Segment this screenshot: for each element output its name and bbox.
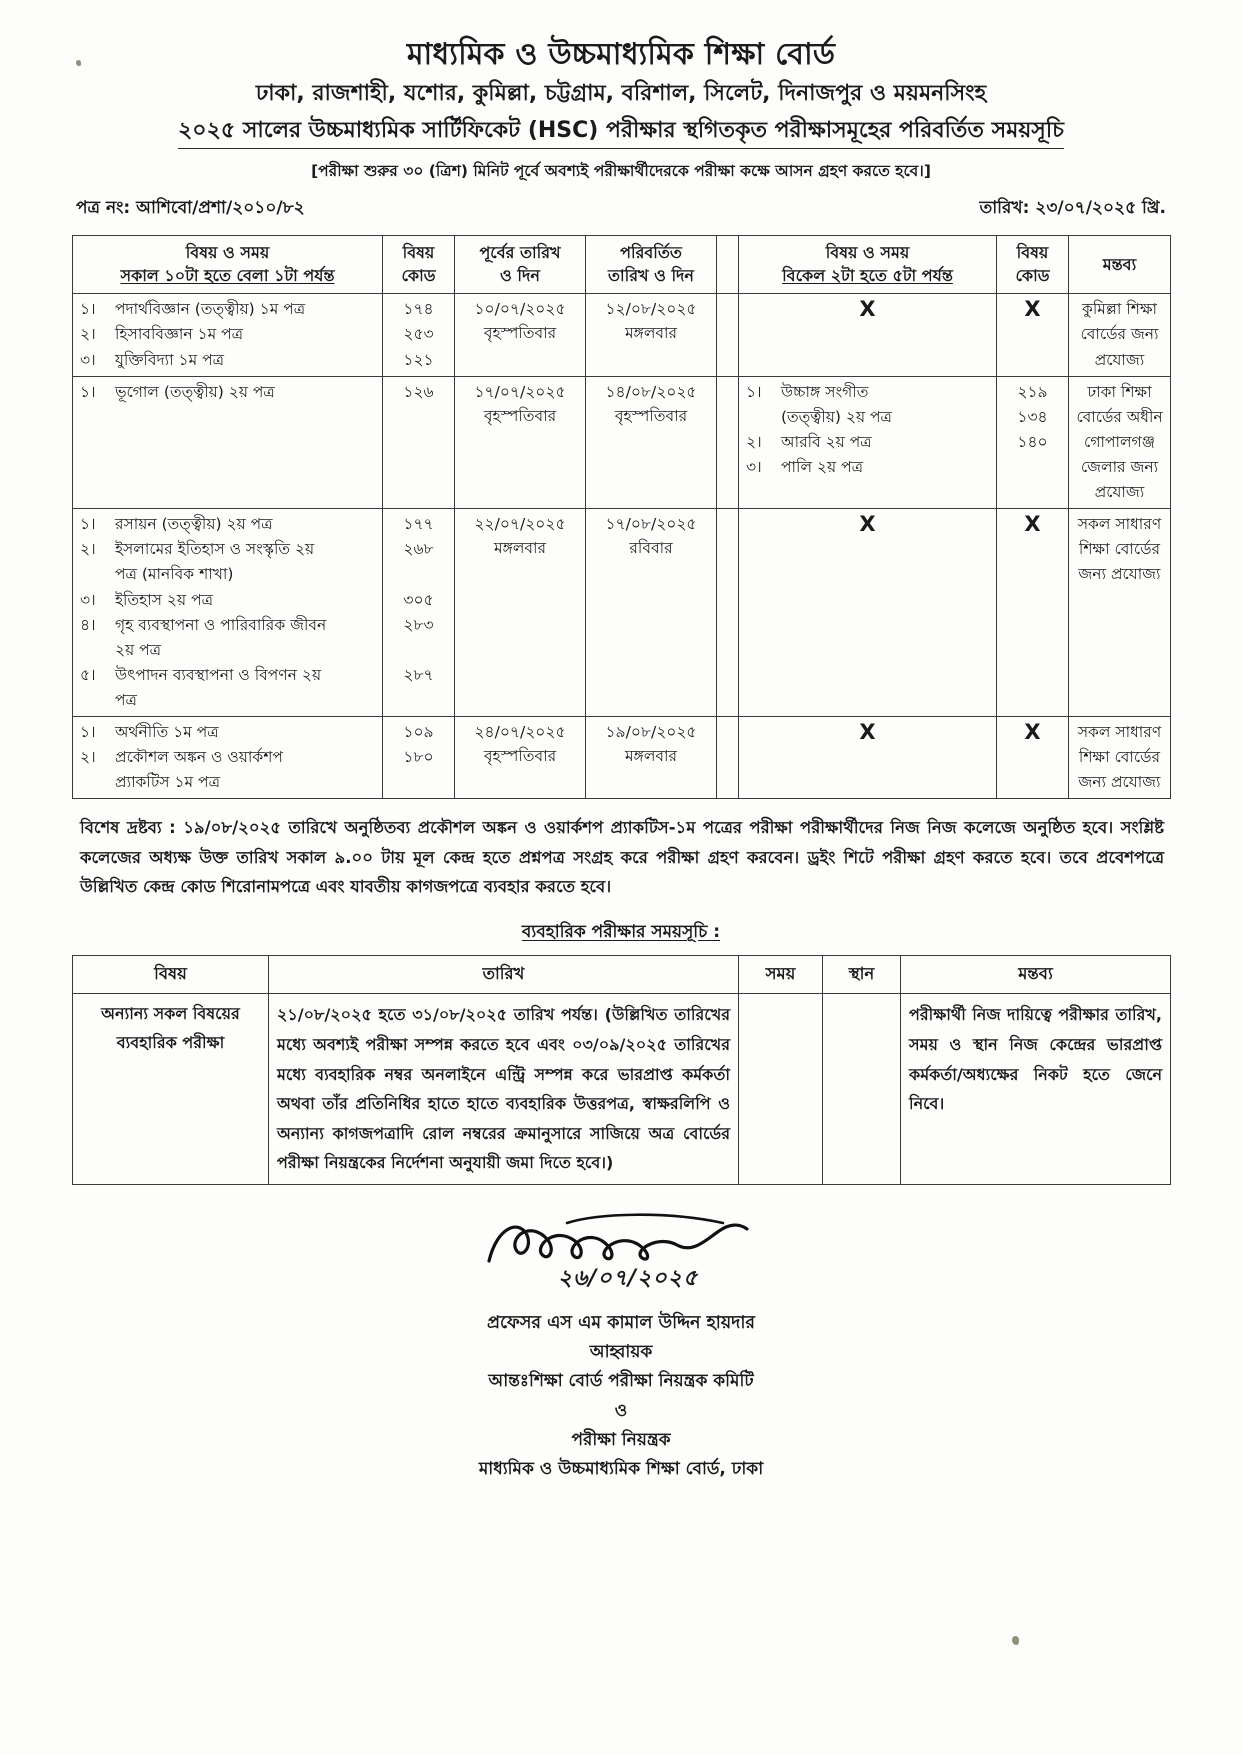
subject-item <box>743 430 992 455</box>
remark-cell <box>1069 376 1171 509</box>
subject-item <box>77 380 378 405</box>
new-date-cell <box>586 294 717 376</box>
signatory-conjunction: ও <box>614 1400 628 1421</box>
subject-code-list <box>387 380 450 405</box>
subject-list <box>743 380 992 480</box>
table-row <box>73 294 1171 376</box>
subject-list <box>77 297 378 372</box>
subject-name: আরবি ২য় পত্র <box>781 432 872 451</box>
previous-day-value: বৃহস্পতিবার <box>483 324 557 343</box>
table-row <box>73 509 1171 717</box>
subject-code: ২৮৭ <box>403 665 434 684</box>
handwritten-signature-icon <box>72 1209 1170 1287</box>
subject-code: ৩০৫ <box>403 590 434 609</box>
remark-line: সকল সাধারণ <box>1077 515 1162 534</box>
subject-name: হিসাববিজ্ঞান ১ম পত্র <box>115 325 244 344</box>
previous-date-value: ২২/০৭/২০২৫ <box>474 515 566 534</box>
new-date-cell <box>586 376 717 509</box>
afternoon-subjects-none: X <box>739 509 997 717</box>
subject-serial: ৪। <box>80 615 96 634</box>
table-row <box>73 717 1171 799</box>
subject-serial: ১। <box>746 382 762 401</box>
new-date-value: ১৭/০৮/২০২৫ <box>605 515 697 534</box>
header-morning-code <box>383 235 455 293</box>
header-new-date <box>586 235 717 293</box>
subject-item <box>77 322 378 347</box>
header-morning-code-line1: বিষয় <box>402 242 435 262</box>
document-header <box>72 36 1170 181</box>
new-date-cell <box>586 509 717 717</box>
subject-list <box>77 512 378 713</box>
header-previous-date-line2: ও দিন <box>500 266 540 286</box>
afternoon-codes-none: X <box>997 509 1069 717</box>
subject-code: ২৮৩ <box>403 615 434 634</box>
remark-cell <box>1069 294 1171 376</box>
previous-date-value: ১৭/০৭/২০২৫ <box>474 382 566 401</box>
morning-subjects-cell <box>73 294 383 376</box>
subject-code: ১৪০ <box>1017 432 1048 451</box>
remark-line: সকল সাধারণ <box>1077 723 1162 742</box>
morning-codes-cell <box>383 376 455 509</box>
subject-code: ২১৯ <box>1017 382 1048 401</box>
practical-subject-line1: অন্যান্য সকল বিষয়ের <box>101 1004 240 1024</box>
subject-item <box>77 537 378 587</box>
subject-name: ইতিহাস ২য় পত্র <box>115 590 213 609</box>
header-morning-code-line2: কোড <box>401 266 436 286</box>
signatory-name: প্রফেসর এস এম কামাল উদ্দিন হায়দার <box>486 1313 756 1334</box>
practical-subject-line2: ব্যবহারিক পরীক্ষা <box>116 1033 225 1053</box>
signatory-role-1: আহ্বায়ক <box>589 1342 653 1363</box>
practical-row <box>73 994 1171 1185</box>
table-row <box>73 376 1171 509</box>
signature-date: ২৬/০৭/২০২৫ <box>557 1266 699 1292</box>
header-new-date-line2: তারিখ ও দিন <box>608 266 694 286</box>
previous-date-cell <box>455 294 586 376</box>
subject-item <box>743 380 992 430</box>
remark-line: শিক্ষা বোর্ডের <box>1078 748 1161 767</box>
ink-speck <box>1012 1636 1019 1645</box>
remark-line: ঢাকা শিক্ষা <box>1087 382 1152 401</box>
subject-code-list <box>387 297 450 372</box>
ink-speck <box>76 60 81 66</box>
subject-name-continued: পত্র (মানবিক শাখা) <box>115 565 234 584</box>
header-previous-date <box>455 235 586 293</box>
remark-line: শিক্ষা বোর্ডের <box>1078 540 1161 559</box>
header-afternoon-subject-line1: বিষয় ও সময় <box>825 242 910 262</box>
remark-line: কুমিল্লা শিক্ষা <box>1082 300 1157 319</box>
subject-code: ১২৬ <box>403 382 434 401</box>
subject-serial: ১। <box>80 300 96 319</box>
morning-subjects-cell <box>73 509 383 717</box>
subject-serial: ৫। <box>80 665 96 684</box>
header-afternoon-code-line2: কোড <box>1015 266 1050 286</box>
header-afternoon-subject <box>739 235 997 293</box>
subject-serial: ২। <box>80 748 96 767</box>
header-spacer <box>717 235 739 293</box>
schedule-table <box>72 235 1171 799</box>
afternoon-subjects-none: X <box>739 717 997 799</box>
afternoon-codes-none: X <box>997 717 1069 799</box>
subject-serial: ১। <box>80 382 96 401</box>
special-note <box>80 813 1164 901</box>
subject-name: অর্থনীতি ১ম পত্র <box>115 723 219 742</box>
new-day-value: মঙ্গলবার <box>624 747 678 766</box>
header-afternoon-code-line1: বিষয় <box>1016 242 1049 262</box>
subject-name: পালি ২য় পত্র <box>781 457 863 476</box>
afternoon-codes-none: X <box>997 294 1069 376</box>
board-name: মাধ্যমিক ও উচ্চমাধ্যমিক শিক্ষা বোর্ড <box>406 37 836 72</box>
previous-date-cell <box>455 509 586 717</box>
afternoon-codes-cell <box>997 376 1069 509</box>
seating-instruction: [পরীক্ষা শুরুর ৩০ (ত্রিশ) মিনিট পূর্বে অবশ্যই পরীক্ষার্থীদেরকে পরীক্ষা কক্ষে আসন গ্রহণ করতে হবে।] <box>311 161 931 180</box>
header-remark <box>1069 235 1171 293</box>
subject-item <box>77 613 378 663</box>
header-afternoon-code <box>997 235 1069 293</box>
subject-code-list <box>1001 380 1064 455</box>
new-date-cell <box>586 717 717 799</box>
subject-name: উৎপাদন ব্যবস্থাপনা ও বিপণন ২য় পত্র <box>110 663 378 713</box>
subject-code: ১৩৪ <box>1017 407 1048 426</box>
practical-header-row <box>73 956 1171 994</box>
practical-header-date: তারিখ <box>269 956 739 994</box>
header-new-date-line1: পরিবর্তিত <box>620 242 682 262</box>
signature-block <box>72 1209 1170 1484</box>
subject-name-continued: ২য় পত্র <box>115 640 162 659</box>
subject-code: ১৭৪ <box>403 300 434 319</box>
remark-line: প্রযোজ্য <box>1094 483 1145 502</box>
header-morning-subject <box>73 235 383 293</box>
afternoon-subjects-cell <box>739 376 997 509</box>
subject-code: ১৭৭ <box>403 515 434 534</box>
subject-name: যুক্তিবিদ্যা ১ম পত্র <box>115 350 225 369</box>
subject-item <box>77 663 378 713</box>
special-note-label: বিশেষ দ্রষ্টব্য : <box>80 818 176 838</box>
spacer-cell <box>717 717 739 799</box>
practical-date-cell: ২১/০৮/২০২৫ হতে ৩১/০৮/২০২৫ তারিখ পর্যন্ত। (উল্লিখিত তারিখের মধ্যে অবশ্যই পরীক্ষা সম্পন্ন করতে হবে এবং ০৩/০৯/২০২৫ তারিখের মধ্যে ব্যবহারিক নম্বর অনলাইনে এন্ট্রি সম্পন্ন করে ভারপ্রাপ্ত কর্মকর্তা অথবা তাঁর প্রতিনিধির হাতে হাতে ব্যবহারিক উত্তরপত্র, স্বাক্ষরলিপি ও অন্যান্য কাগজপত্রাদি রোল নম্বরের ক্রমানুসারে সাজিয়ে অত্র বোর্ডের পরীক্ষা নিয়ন্ত্রকের নির্দেশনা অনুযায়ী জমা দিতে হবে।) <box>269 994 739 1185</box>
practical-header-subject: বিষয় <box>73 956 269 994</box>
subject-serial: ৩। <box>80 590 96 609</box>
morning-codes-cell <box>383 294 455 376</box>
subject-item <box>743 455 992 480</box>
practical-table <box>72 955 1171 1185</box>
practical-place-cell <box>823 994 901 1185</box>
practical-time-cell <box>739 994 823 1185</box>
new-date-value: ১৯/০৮/২০২৫ <box>605 723 697 742</box>
table-header-row <box>73 235 1171 293</box>
new-day-value: মঙ্গলবার <box>624 324 678 343</box>
new-day-value: বৃহস্পতিবার <box>614 406 688 425</box>
page-title: ২০২৫ সালের উচ্চমাধ্যমিক সার্টিফিকেট (HSC) পরীক্ষার স্থগিতকৃত পরীক্ষাসমূহের পরিবর্তিত সময়সূচি <box>178 116 1064 149</box>
new-date-value: ১৪/০৮/২০২৫ <box>605 382 697 401</box>
remark-line: জন্য প্রযোজ্য <box>1078 773 1161 792</box>
subject-code-list <box>387 512 450 688</box>
schedule-table-body <box>73 294 1171 799</box>
subject-list <box>77 380 378 405</box>
header-afternoon-subject-line2: বিকেল ২টা হতে ৫টা পর্যন্ত <box>782 266 953 286</box>
spacer-cell <box>717 509 739 717</box>
signatory-role-4: মাধ্যমিক ও উচ্চমাধ্যমিক শিক্ষা বোর্ড, ঢাকা <box>478 1459 764 1480</box>
remark-cell <box>1069 509 1171 717</box>
subject-name: পদার্থবিজ্ঞান (তত্ত্বীয়) ১ম পত্র <box>115 300 306 319</box>
memo-date: তারিখ: ২৩/০৭/২০২৫ খ্রি. <box>979 197 1166 218</box>
subject-code: ১২১ <box>403 350 434 369</box>
subject-name: গৃহ ব্যবস্থাপনা ও পারিবারিক জীবন ২য় পত্র <box>110 613 378 663</box>
subject-name: ভূগোল (তত্ত্বীয়) ২য় পত্র <box>115 382 275 401</box>
previous-day-value: বৃহস্পতিবার <box>483 406 557 425</box>
practical-subject-cell <box>73 994 269 1185</box>
subject-name: প্রকৌশল অঙ্কন ও ওয়ার্কশপ প্র্যাকটিস ১ম পত্র <box>110 745 378 795</box>
subject-name: রসায়ন (তত্ত্বীয়) ২য় পত্র <box>115 515 273 534</box>
header-previous-date-line1: পূর্বের তারিখ <box>479 242 561 262</box>
previous-date-value: ২৪/০৭/২০২৫ <box>474 723 566 742</box>
subject-item <box>77 348 378 373</box>
subject-name-continued: (তত্ত্বীয়) ২য় পত্র <box>781 407 892 426</box>
subject-serial: ৩। <box>80 350 96 369</box>
morning-subjects-cell <box>73 717 383 799</box>
morning-subjects-cell <box>73 376 383 509</box>
morning-codes-cell <box>383 717 455 799</box>
subject-item <box>77 297 378 322</box>
practical-header-remark: মন্তব্য <box>901 956 1171 994</box>
subject-serial: ১। <box>80 515 96 534</box>
subject-name: উচ্চাঙ্গ সংগীত (তত্ত্বীয়) ২য় পত্র <box>776 380 992 430</box>
special-note-text: ১৯/০৮/২০২৫ তারিখে অনুষ্ঠিতব্য প্রকৌশল অঙ্কন ও ওয়ার্কশপ প্র্যাকটিস-১ম পত্রের পরীক্ষা পরীক্ষার্থীদের নিজ নিজ কলেজে অনুষ্ঠিত হবে। সংশ্লিষ্ট কলেজের অধ্যক্ষ উক্ত তারিখ সকাল ৯.০০ টায় মূল কেন্দ্র হতে প্রশ্নপত্র সংগ্রহ করে পরীক্ষা গ্রহণ করবেন। ড্রইং শিটে পরীক্ষা গ্রহণ করতে হবে। তবে প্রবেশপত্রে উল্লিখিত কেন্দ্র কোড শিরোনামপত্রে এবং যাবতীয় কাগজপত্রে ব্যবহার করতে হবে। <box>80 818 1164 897</box>
subject-item <box>77 512 378 537</box>
subject-name: ইসলামের ইতিহাস ও সংস্কৃতি ২য় পত্র (মানবিক শাখা) <box>110 537 378 587</box>
signatory-role-3: পরীক্ষা নিয়ন্ত্রক <box>571 1429 671 1450</box>
previous-date-cell <box>455 376 586 509</box>
subject-serial: ১। <box>80 723 96 742</box>
subject-code: ১০৯ <box>403 723 434 742</box>
signatory-details <box>72 1308 1170 1484</box>
subject-item <box>77 745 378 795</box>
subject-code: ১৮০ <box>403 748 434 767</box>
spacer-cell <box>717 376 739 509</box>
practical-section-title: ব্যবহারিক পরীক্ষার সময়সূচি : <box>521 922 721 943</box>
remark-line: প্রযোজ্য <box>1094 350 1145 369</box>
subject-name-continued: পত্র <box>115 690 137 709</box>
remark-line: বোর্ডের জন্য <box>1080 325 1159 344</box>
previous-day-value: বৃহস্পতিবার <box>483 747 557 766</box>
board-regions: ঢাকা, রাজশাহী, যশোর, কুমিল্লা, চট্টগ্রাম, বরিশাল, সিলেট, দিনাজপুর ও ময়মনসিংহ <box>255 80 987 106</box>
spacer-cell <box>717 294 739 376</box>
practical-header-place: স্থান <box>823 956 901 994</box>
subject-serial: ২। <box>80 540 96 559</box>
practical-remark-cell: পরীক্ষার্থী নিজ দায়িত্বে পরীক্ষার তারিখ, সময় ও স্থান নিজ কেন্দ্রের ভারপ্রাপ্ত কর্মকর্তা/অধ্যক্ষের নিকট হতে জেনে নিবে। <box>901 994 1171 1185</box>
subject-code: ২৬৮ <box>403 540 434 559</box>
subject-serial: ৩। <box>746 457 762 476</box>
morning-codes-cell <box>383 509 455 717</box>
header-remark-label: মন্তব্য <box>1102 254 1137 274</box>
subject-name-continued: প্র্যাকটিস ১ম পত্র <box>115 773 220 792</box>
subject-serial: ২। <box>746 432 762 451</box>
subject-item <box>77 720 378 745</box>
header-morning-subject-line1: বিষয় ও সময় <box>185 242 270 262</box>
subject-serial: ২। <box>80 325 96 344</box>
subject-code-list <box>387 720 450 770</box>
memo-number: পত্র নং: আশিবো/প্রশা/২০১০/৮২ <box>76 197 305 218</box>
previous-date-value: ১০/০৭/২০২৫ <box>474 300 566 319</box>
practical-header-time: সময় <box>739 956 823 994</box>
remark-line: জেলার জন্য <box>1080 457 1159 476</box>
remark-line: জন্য প্রযোজ্য <box>1078 565 1161 584</box>
subject-item <box>77 588 378 613</box>
memo-row <box>76 195 1166 223</box>
signatory-role-2: আন্তঃশিক্ষা বোর্ড পরীক্ষা নিয়ন্ত্রক কমিটি <box>488 1371 754 1392</box>
remark-line: বোর্ডের অধীন <box>1076 407 1163 426</box>
subject-list <box>77 720 378 795</box>
remark-line: গোপালগঞ্জ <box>1084 432 1155 451</box>
new-date-value: ১২/০৮/২০২৫ <box>605 300 697 319</box>
previous-day-value: মঙ্গলবার <box>493 539 547 558</box>
header-morning-subject-line2: সকাল ১০টা হতে বেলা ১টা পর্যন্ত <box>120 266 335 286</box>
subject-code: ২৫৩ <box>403 325 434 344</box>
new-day-value: রবিবার <box>629 539 673 558</box>
remark-cell <box>1069 717 1171 799</box>
previous-date-cell <box>455 717 586 799</box>
afternoon-subjects-none: X <box>739 294 997 376</box>
